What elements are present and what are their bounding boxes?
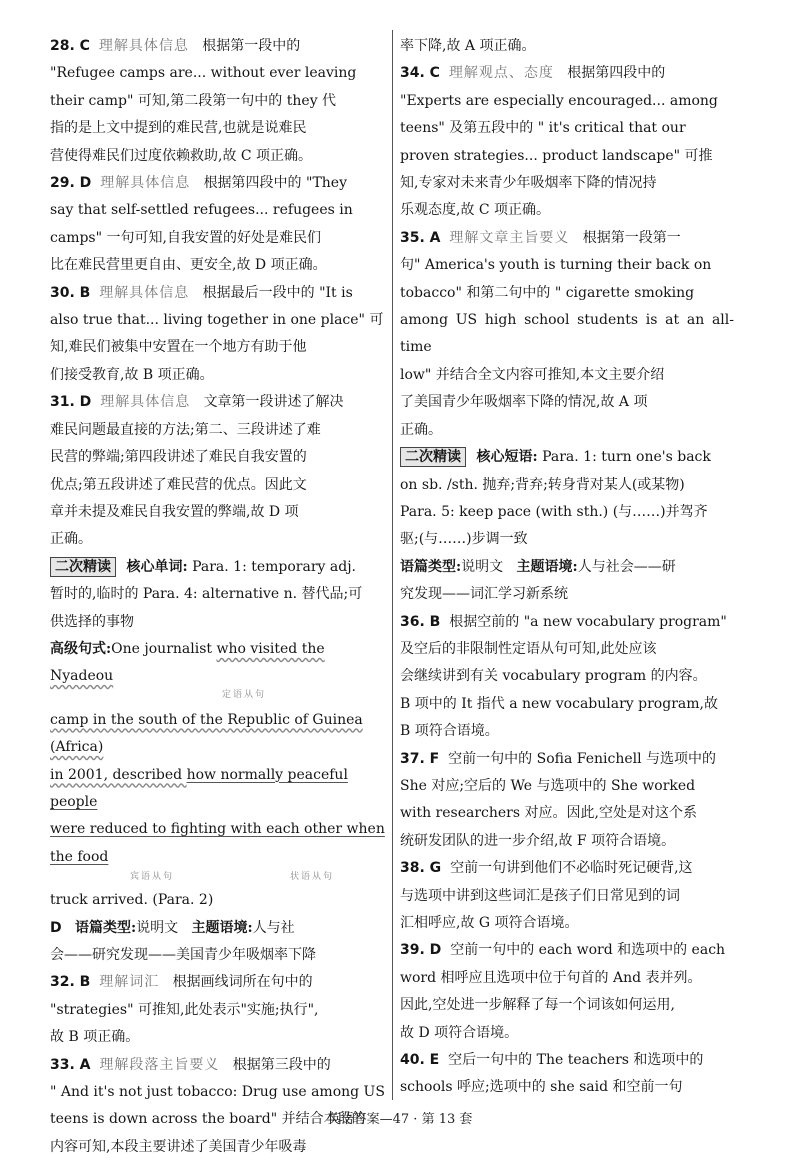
answer-line: proven strategies... product landscape" 可推 — [400, 147, 713, 164]
answer-line: 们接受教育,故 B 项正确。 — [50, 366, 214, 383]
answer-number: 37. F — [400, 750, 440, 767]
answer-item — [400, 225, 734, 444]
passage-d-header: D 语篇类型:说明文 主题语境:人与社 会——研究发现——美国青少年吸烟率下降 — [50, 919, 316, 963]
answer-line: "Refugee camps are... without ever leaving — [50, 65, 357, 82]
answer-line: 乐观态度,故 C 项正确。 — [400, 202, 551, 219]
answer-line: camps" 一句可知,自我安置的好处是难民们 — [50, 229, 321, 246]
answer-line: 与选项中讲到这些词汇是孩子们日常见到的词 — [400, 887, 680, 904]
advanced-sentence: 高级句式:One journalist who visited the Nyadeou 定语从句 camp in the south of the Republic of Guinea (Africa) in 2001, described how normally peaceful people were reduced to fighting with each other when the food 宾语从句 状语从句 truck arrived. (Para. 2) — [50, 640, 385, 909]
answer-line: 及空后的非限制性定语从句可知,此处应该 — [400, 640, 657, 657]
answer-line: 根据第三段中的 — [232, 1056, 331, 1073]
answer-number: 35. A — [400, 229, 441, 246]
answer-line: say that self-settled refugees... refugees in — [50, 202, 353, 219]
answer-line: teens" 及第五段中的 " it's critical that our — [400, 120, 686, 137]
answer-item — [50, 969, 386, 1051]
study-box: 二次精读 — [50, 557, 116, 577]
answer-item — [400, 609, 734, 746]
answer-type-tag: 理解词汇 — [99, 974, 160, 991]
answer-line: tobacco" 和第二句中的 " cigarette smoking — [400, 284, 695, 301]
answer-number: 40. E — [400, 1052, 440, 1069]
answer-number: 33. A — [50, 1056, 91, 1073]
passage-e-header: 语篇类型:说明文 主题语境:人与社会——研 究发现——词汇学习新系统 — [400, 558, 676, 603]
answer-line: 故 B 项正确。 — [50, 1029, 140, 1046]
answer-item — [400, 33, 734, 60]
answer-item — [400, 937, 734, 1047]
answer-line: 率下降,故 A 项正确。 — [400, 38, 536, 54]
answer-number: 34. C — [400, 65, 440, 82]
answer-line: "strategies" 可推知,此处表示"实施;执行", — [50, 1001, 319, 1018]
answer-number: 31. D — [50, 394, 92, 411]
answer-line: 正确。 — [50, 531, 92, 548]
answer-line: " And it's not just tobacco: Drug use among US — [50, 1084, 385, 1101]
answer-item — [50, 33, 386, 170]
answer-type-tag: 理解段落主旨要义 — [99, 1056, 220, 1073]
answer-item — [50, 389, 386, 553]
answer-line: 章并未提及难民自我安置的弊端,故 D 项 — [50, 503, 299, 520]
answer-line: 营使得难民们过度依赖救助,故 C 项正确。 — [50, 147, 313, 164]
answer-line: word 相呼应且选项中位于句首的 And 表并列。 — [400, 969, 702, 986]
answer-line: 民营的弊端;第四段讲述了难民自我安置的 — [50, 449, 307, 466]
answer-line: B 项中的 It 指代 a new vocabulary program,故 — [400, 695, 718, 712]
left-study-section: 二次精读 核心单词: Para. 1: temporary adj. 暂时的,临时的 Para. 4: alternative n. 替代品;可 供选择的事物 — [50, 558, 363, 630]
answer-line: their camp" 可知,第二段第一句中的 they 代 — [50, 92, 337, 109]
answer-line: 汇相呼应,故 G 项符合语境。 — [400, 915, 579, 931]
answer-line: "Experts are especially encouraged... among — [400, 92, 718, 109]
answer-line: 会继续讲到有关 vocabulary program 的内容。 — [400, 668, 707, 685]
answer-line: 根据最后一段中的 "It is — [202, 284, 353, 301]
answer-line: 根据第四段中的 — [567, 65, 666, 82]
answer-line: She 对应;空后的 We 与选项中的 She worked — [400, 777, 696, 794]
answer-line: 空前一句中的 each word 和选项中的 each — [450, 942, 726, 959]
answer-number: 39. D — [400, 942, 442, 959]
answer-line: 故 D 项符合语境。 — [400, 1024, 519, 1041]
left-column — [50, 33, 386, 1161]
answer-line: 比在难民营里更自由、更安全,故 D 项正确。 — [50, 257, 327, 274]
right-column — [400, 33, 734, 1102]
answer-line: B 项符合语境。 — [400, 723, 499, 740]
answer-line: 知,难民们被集中安置在一个地方有助于他 — [50, 339, 307, 356]
answer-line: 统研发团队的进一步介绍,故 F 项符合语境。 — [400, 832, 676, 849]
answer-line: 指的是上文中提到的难民营,也就是说难民 — [50, 120, 307, 137]
answer-type-tag: 理解观点、态度 — [448, 65, 554, 82]
answer-line: 根据画线词所在句中的 — [172, 974, 313, 991]
right-study-section: 二次精读 核心短语: Para. 1: turn one's back on sb. /sth. 抛弃;背弃;转身背对某人(或某物) Para. 5: keep pace (with sth.) (与……)并驾齐 驱;(与……)步调一致 — [400, 449, 711, 548]
answer-item — [400, 746, 734, 856]
answer-line: among US high school students is at an all-time — [400, 312, 734, 356]
answer-type-tag: 理解具体信息 — [99, 284, 190, 301]
answer-line: 根据第一段中的 — [202, 38, 301, 54]
answer-item — [50, 1052, 386, 1161]
answer-type-tag: 理解具体信息 — [98, 38, 189, 54]
answer-line: 难民问题最直接的方法;第二、三段讲述了难 — [50, 421, 321, 438]
answer-item — [400, 60, 734, 224]
answer-line: 根据第一段第一 — [582, 229, 681, 246]
answer-line: teens is down across the board" 并结合本段的 — [50, 1111, 366, 1128]
answer-line: schools 呼应;选项中的 she said 和空前一句 — [400, 1079, 683, 1096]
answer-number: 32. B — [50, 974, 91, 991]
answer-number: 30. B — [50, 284, 91, 301]
answer-line: 知,专家对未来青少年吸烟率下降的情况持 — [400, 175, 657, 192]
page-footer: 英语答案—47 · 第 13 套 — [327, 1112, 473, 1127]
answer-line: 了美国青少年吸烟率下降的情况,故 A 项 — [400, 394, 648, 411]
answer-line: 内容可知,本段主要讲述了美国青少年吸毒 — [50, 1138, 307, 1155]
answer-type-tag: 理解具体信息 — [100, 394, 191, 411]
answer-line: 根据第四段中的 "They — [203, 175, 348, 192]
answer-line: 文章第一段讲述了解决 — [203, 394, 344, 411]
answer-line: low" 并结合全文内容可推知,本文主要介绍 — [400, 366, 665, 383]
answer-number: 28. C — [50, 38, 90, 54]
answer-item — [400, 1047, 734, 1102]
answer-number: 38. G — [400, 860, 442, 877]
answer-line: 空后一句中的 The teachers 和选项中的 — [448, 1052, 704, 1069]
answer-line: also true that... living together in one place" 可 — [50, 312, 384, 329]
answer-line: 句" America's youth is turning their back on — [400, 257, 712, 274]
answer-line: 空前一句讲到他们不必临时死记硬背,这 — [450, 860, 693, 877]
answer-number: 36. B — [400, 613, 441, 630]
answer-line: 空前一句中的 Sofia Fenichell 与选项中的 — [448, 750, 717, 767]
answer-item — [400, 855, 734, 937]
answer-type-tag: 理解具体信息 — [100, 175, 191, 192]
answer-line: 正确。 — [400, 421, 442, 438]
answer-item — [50, 280, 386, 390]
answer-line: with researchers 对应。因此,空处是对这个系 — [400, 805, 697, 822]
answer-number: 29. D — [50, 175, 92, 192]
answer-line: 优点;第五段讲述了难民营的优点。因此文 — [50, 476, 307, 493]
answer-type-tag: 理解文章主旨要义 — [449, 229, 570, 246]
answer-item — [50, 170, 386, 280]
answer-line: 因此,空处进一步解释了每一个词该如何运用, — [400, 997, 675, 1014]
column-divider — [392, 30, 393, 1100]
answer-line: 根据空前的 "a new vocabulary program" — [449, 613, 727, 630]
